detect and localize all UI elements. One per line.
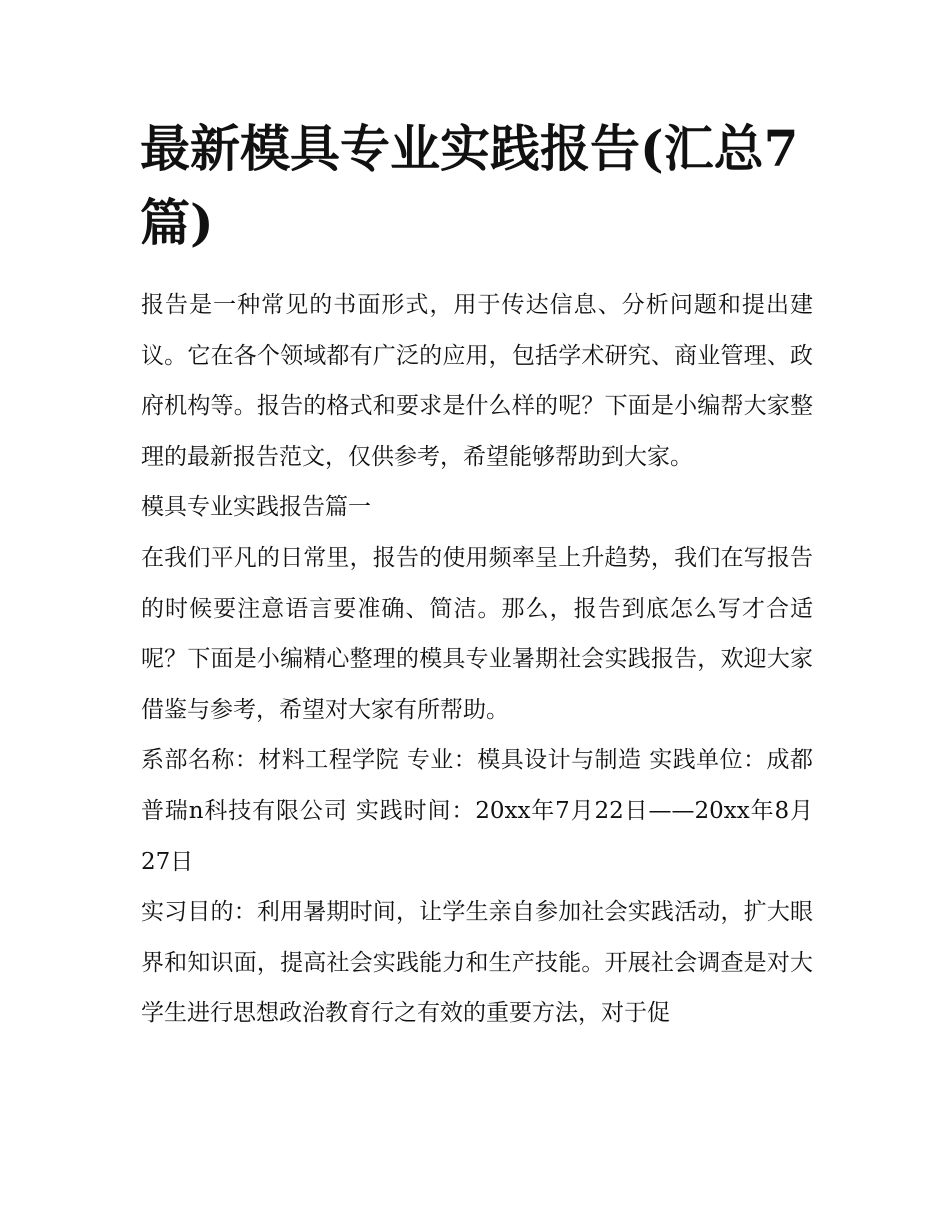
intro-paragraph: 报告是一种常见的书面形式，用于传达信息、分析问题和提出建议。它在各个领域都有广泛的应用，包括学术研究、商业管理、政府机构等。报告的格式和要求是什么样的呢？下面是小编帮大家整理的最新报告范文，仅供参考，希望能够帮助到大家。 — [141, 292, 813, 470]
section-heading: 模具专业实践报告篇一 — [141, 494, 371, 521]
body-paragraph: 在我们平凡的日常里，报告的使用频率呈上升趋势，我们在写报告的时候要注意语言要准确、简洁。那么，报告到底怎么写才合适呢？下面是小编精心整理的模具专业暑期社会实践报告，欢迎大家借鉴与参考，希望对大家有所帮助。 — [141, 544, 813, 723]
info-paragraph: 系部名称：材料工程学院 专业：模具设计与制造 实践单位：成都普瑞n科技有限公司 实践时间：20xx年7月22日——20xx年8月27日 — [141, 747, 813, 875]
document-title: 最新模具专业实践报告(汇总7篇) — [140, 119, 799, 252]
document-body — [141, 280, 813, 1039]
purpose-paragraph: 实习目的：利用暑期时间，让学生亲自参加社会实践活动，扩大眼界和知识面，提高社会实践能力和生产技能。开展社会调查是对大学生进行思想政治教育行之有效的重要方法，对于促 — [141, 899, 813, 1027]
